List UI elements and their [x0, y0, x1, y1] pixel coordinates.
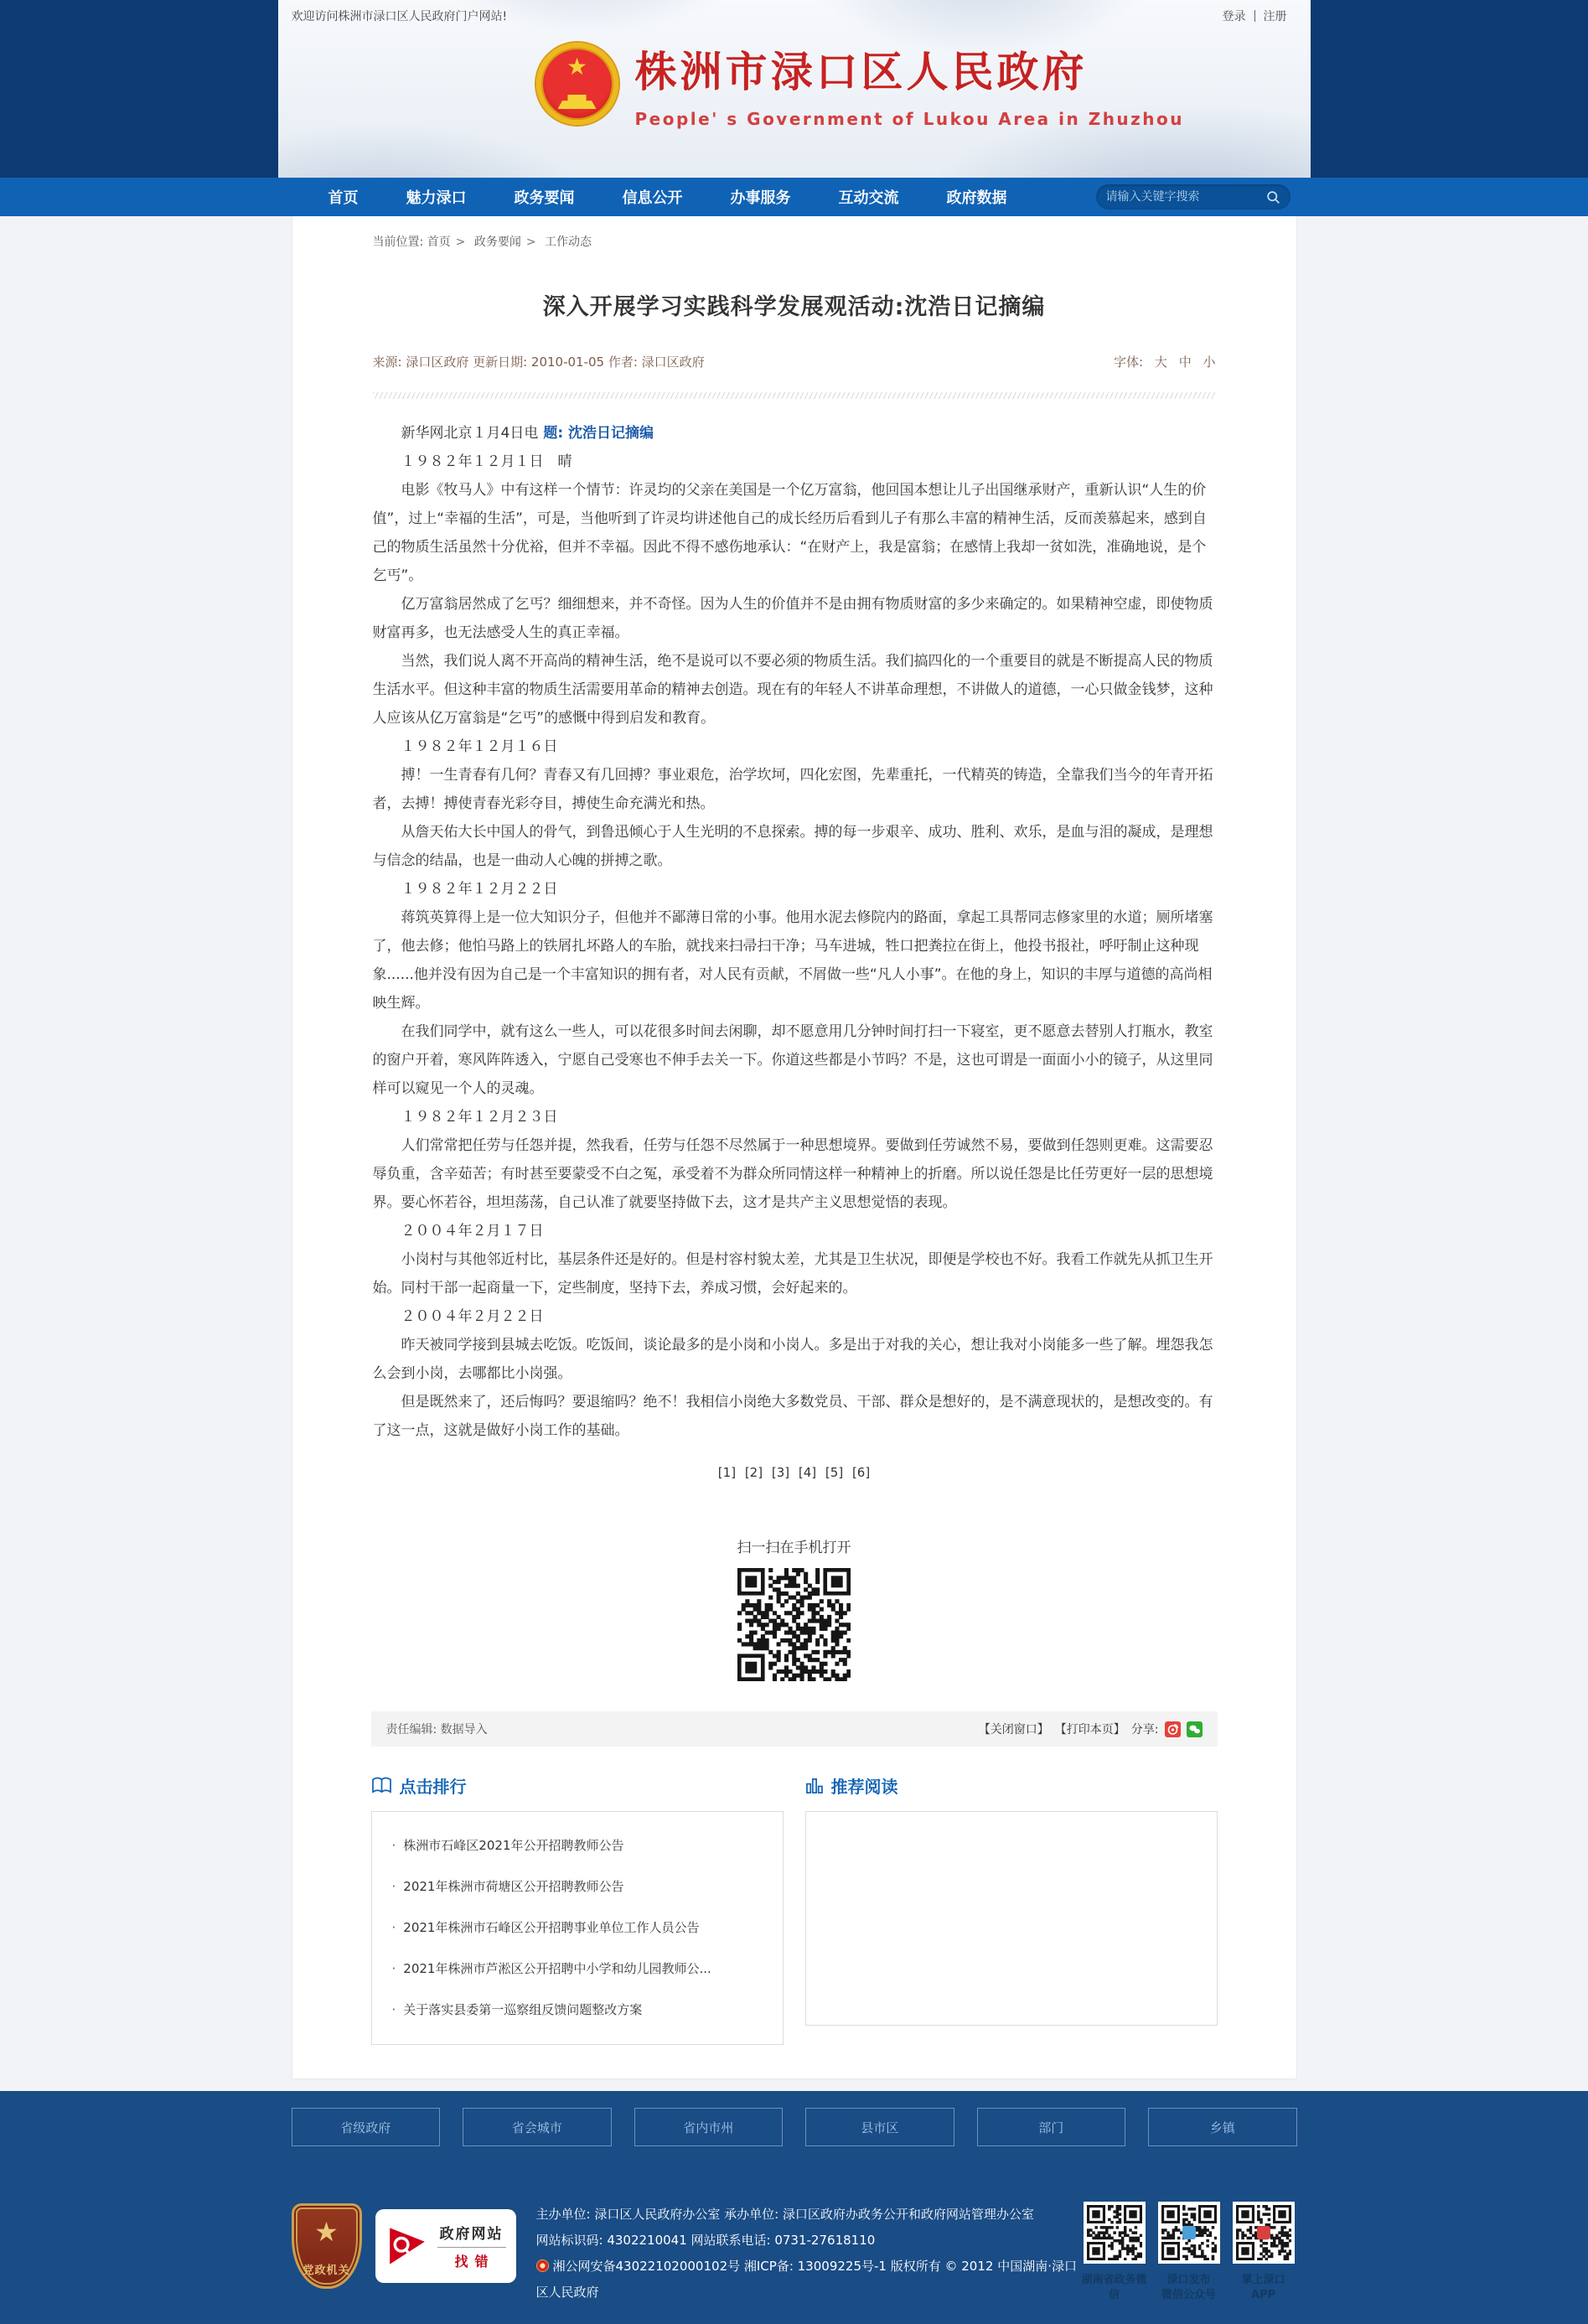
article-paragraph: 但是既然来了，还后悔吗？要退缩吗？绝不！我相信小岗绝大多数党员、干部、群众是想好的，是不满意现状的，是想改变的。有了这一点，这就是做好小岗工作的基础。: [372, 1394, 1213, 1439]
site-title: 株洲市渌口区人民政府: [634, 48, 1088, 96]
breadcrumb-gov-news[interactable]: 政务要闻: [473, 236, 521, 249]
ranking-list: [371, 1811, 784, 2045]
footer-link-province-cities[interactable]: 省内市州: [634, 2108, 784, 2146]
article-lead: 新华网北京１月4日电 题: 沈浩日记摘编: [401, 425, 654, 442]
article-paragraph: 从詹天佑大长中国人的骨气，到鲁迅倾心于人生光明的不息探索。搏的每一步艰辛、成功、胜利、欢乐，是血与泪的凝成，是理想与信念的结晶，也是一曲动人心魄的拼搏之歌。: [372, 824, 1213, 869]
article-paragraph: 蒋筑英算得上是一位大知识分子，但他并不鄙薄日常的小事。他用水泥去修院内的路面，拿起工具帮同志修家里的水道；厕所堵塞了，他去修；他怕马路上的铁屑扎坏路人的车胎，就找来扫帚扫干净；马车进城，牲口把粪拉在街上，他投书报社，呼吁制止这种现象......他并没有因为自己是一个丰富知识的拥有者，对人民有贡献，不屑做一些“凡人小事”。在他的身上，知识的丰厚与道德的高尚相映生辉。: [372, 909, 1213, 1012]
open-book-icon: [371, 1777, 392, 1794]
page-1[interactable]: [1]: [717, 1465, 737, 1480]
article-paragraph: 亿万富翁居然成了乞丐？细细想来，并不奇怪。因为人生的价值并不是由拥有物质财富的多少来确定的。如果精神空虚，即使物质财富再多，也无法感受人生的真正幸福。: [372, 596, 1213, 641]
site-subtitle: People' s Government of Lukou Area in Zhuzhou: [634, 109, 1185, 129]
party-gov-badge[interactable]: ★ 党政机关: [292, 2203, 362, 2289]
qr-hunan-wechat: 湖南省政务微信: [1081, 2202, 1148, 2303]
footer-link-provincial-gov[interactable]: 省级政府: [292, 2108, 441, 2146]
article-paragraph: １９８２年１２月２２日: [401, 881, 558, 898]
page-5[interactable]: [5]: [825, 1465, 844, 1480]
nav-item-home[interactable]: 首页: [328, 189, 359, 207]
editor-bar: [371, 1711, 1218, 1747]
breadcrumb-work-trends[interactable]: 工作动态: [545, 236, 592, 249]
article-qr-code: [737, 1568, 851, 1681]
article-meta-left: 来源: 渌口区政府 更新日期: 2010-01-05 作者: 渌口区政府: [372, 355, 705, 370]
article-paragraph: 搏！一生青春有几何？青春又有几回搏？事业艰危，治学坎坷，四化宏图，先辈重托，一代精英的铸造，全靠我们当今的年青开拓者，去搏！搏使青春光彩夺目，搏使生命充满光和热。: [372, 767, 1213, 812]
register-link[interactable]: 注册: [1263, 10, 1287, 23]
ranking-item[interactable]: · 2021年株洲市石峰区公开招聘事业单位工作人员公告: [392, 1907, 763, 1949]
weibo-share-icon[interactable]: [1165, 1721, 1181, 1737]
ranking-item[interactable]: · 2021年株洲市芦淞区公开招聘中小学和幼儿园教师公...: [392, 1949, 763, 1990]
header: [0, 0, 1588, 178]
police-badge-icon: [536, 2259, 549, 2272]
panel-recommended-reading: [805, 1773, 1218, 2045]
welcome-text: 欢迎访问株洲市渌口区人民政府门户网站!: [291, 10, 508, 23]
ranking-item[interactable]: · 关于落实县委第一巡察组反馈问题整改方案: [392, 1990, 763, 2031]
panel-ranking-title: 点击排行: [399, 1777, 467, 1797]
footer-info-text: [536, 2200, 1081, 2306]
bar-chart-icon: [805, 1777, 824, 1794]
article-lead-link[interactable]: 题: 沈浩日记摘编: [543, 425, 654, 442]
site-brand: [536, 39, 1185, 129]
recommend-box: [805, 1811, 1218, 2026]
qr-lukou-app: 掌上渌口APP: [1230, 2202, 1297, 2303]
editor-credit: 责任编辑: 数据导入: [385, 1723, 488, 1737]
nav-item-government-news[interactable]: 政务要闻: [514, 189, 575, 207]
page-4[interactable]: [4]: [798, 1465, 817, 1480]
hatched-divider: [373, 392, 1216, 399]
breadcrumb-home[interactable]: 首页: [427, 236, 451, 249]
search-icon[interactable]: [1266, 190, 1280, 204]
national-emblem-icon: [536, 43, 618, 125]
nav-item-services[interactable]: 办事服务: [730, 189, 791, 207]
footer-link-capital-cities[interactable]: 省会城市: [463, 2108, 612, 2146]
article-paragraph: 人们常常把任劳与任怨并提，然我看，任劳与任怨不尽然属于一种思想境界。要做到任劳诚然不易，要做到任怨则更难。这需要忍辱负重，含辛茹苦；有时甚至要蒙受不白之冤，承受着不为群众所同情这样一种精神上的折磨。所以说任怨是比任劳更好一层的思想境界。要心怀若谷，坦坦荡荡，自己认准了就要坚持做下去，这才是共产主义思想觉悟的表现。: [372, 1137, 1213, 1211]
footer-icp-line: 湘公网安备43022102000102号 湘ICP备: 13009225号-1 版权所有 © 2012 中国湖南·渌口区人民政府: [535, 2259, 1077, 2300]
main-area: [0, 216, 1588, 2091]
panel-click-ranking: [371, 1773, 784, 2045]
article-body: [292, 399, 1296, 1445]
wechat-share-icon[interactable]: [1187, 1721, 1203, 1737]
close-window-button[interactable]: 【关闭窗口】: [978, 1723, 1049, 1737]
wechat-account-glyph: [1182, 2226, 1196, 2239]
print-page-button[interactable]: 【打印本页】: [1054, 1723, 1125, 1737]
footer-link-row: [292, 2108, 1297, 2146]
footer-siteid-line: 网站标识码: 4302210041 网站联系电话: 0731-27618110: [535, 2233, 876, 2248]
ranking-item[interactable]: · 株洲市石峰区2021年公开招聘教师公告: [392, 1825, 763, 1866]
article-paragraph: 昨天被同学接到县城去吃饭。吃饭间，谈论最多的是小岗和小岗人。多是出于对我的关心，想让我对小岗能多一些了解。埋怨我怎么会到小岗，去哪都比小岗强。: [372, 1337, 1213, 1382]
article-title: 深入开展学习实践科学发展观活动:沈浩日记摘编: [542, 294, 1046, 320]
ranking-item[interactable]: · 2021年株洲市荷塘区公开招聘教师公告: [392, 1866, 763, 1907]
footer-qr-group: [1081, 2200, 1297, 2303]
header-banner: [278, 0, 1311, 178]
page-6[interactable]: [6]: [851, 1465, 871, 1480]
article-paragraph: １９８２年１２月１６日: [401, 738, 558, 755]
font-size-medium[interactable]: 中: [1178, 355, 1192, 370]
breadcrumb: 当前位置: 首页 > 政务要闻 > 工作动态: [372, 236, 592, 249]
article-paragraph: ２００４年２月２２日: [401, 1308, 544, 1325]
find-error-icon: [385, 2224, 429, 2268]
article-paragraph: １９８２年１２月２３日: [401, 1109, 558, 1126]
font-size-large[interactable]: 大: [1154, 355, 1167, 370]
nav-item-info-disclosure[interactable]: 信息公开: [622, 189, 683, 207]
font-size-label: 字体:: [1114, 355, 1144, 370]
article-paragraph: ２００４年２月１７日: [401, 1223, 544, 1240]
topbar: [278, 0, 1311, 24]
login-link[interactable]: 登录: [1222, 10, 1246, 23]
panel-recommend-title: 推荐阅读: [830, 1777, 898, 1797]
qr-tip: 扫一扫在手机打开: [737, 1540, 851, 1556]
footer: [0, 2091, 1588, 2324]
nav-item-charm-lukou[interactable]: 魅力渌口: [406, 189, 467, 207]
footer-link-departments[interactable]: 部门: [977, 2108, 1126, 2146]
badge-star-icon: ★: [314, 2216, 339, 2248]
search-box[interactable]: [1096, 184, 1291, 210]
footer-link-counties[interactable]: 县市区: [805, 2108, 954, 2146]
nav-item-interaction[interactable]: 互动交流: [838, 189, 899, 207]
footer-organizer-line: 主办单位: 渌口区人民政府办公室 承办单位: 渌口区政府办政务公开和政府网站管理办公室: [535, 2207, 1034, 2222]
page-2[interactable]: [2]: [744, 1465, 763, 1480]
article-paragraph: 小岗村与其他邻近村比，基层条件还是好的。但是村容村貌太差，尤其是卫生状况，即便是学校也不好。我看工作就先从抓卫生开始。同村干部一起商量一下，定些制度，坚持下去，养成习惯，会好起来的。: [372, 1251, 1213, 1297]
auth-divider: [1254, 10, 1255, 22]
article-paragraph: １９８２年１２月１日 晴: [401, 453, 572, 470]
article-paragraph: 电影《牧马人》中有这样一个情节：许灵均的父亲在美国是一个亿万富翁，他回国本想让儿子出国继承财产，重新认识“人生的价值”，过上“幸福的生活”，可是，当他听到了许灵均讲述他自己的成长经历后看到儿子有那么丰富的精神生活，反而羡慕起来，感到自己的物质生活虽然十分优裕，但并不幸福。因此不得不感伤地承认：“在财产上，我是富翁；在感情上我却一贫如洗，准确地说，是个乞丐”。: [372, 482, 1207, 584]
page-3[interactable]: [3]: [771, 1465, 790, 1480]
website-error-report-badge[interactable]: 政府网站 找错: [375, 2209, 516, 2283]
main-navbar: [0, 178, 1588, 216]
article-meta: [373, 353, 1216, 370]
search-input[interactable]: [1106, 190, 1266, 204]
content-card: [292, 216, 1297, 2079]
article-paragraph: 在我们同学中，就有这么一些人，可以花很多时间去闲聊，却不愿意用几分钟时间打扫一下寝室，更不愿意去替别人打瓶水，教室的窗户开着，寒风阵阵透入，宁愿自己受寒也不伸手去关一下。你道这些都是小节吗？不是，这也可谓是一面面小小的镜子，从这里同样可以窥见一个人的灵魂。: [372, 1023, 1213, 1097]
share-label: 分享:: [1130, 1723, 1159, 1737]
pagination: [292, 1465, 1296, 1480]
qr-lukou-release: 渌口发布 微信公众号: [1156, 2202, 1223, 2303]
footer-link-townships[interactable]: 乡镇: [1148, 2108, 1297, 2146]
breadcrumb-label: 当前位置:: [372, 236, 424, 249]
nav-item-gov-data[interactable]: 政府数据: [946, 189, 1007, 207]
font-size-small[interactable]: 小: [1203, 355, 1216, 370]
article-paragraph: 当然，我们说人离不开高尚的精神生活，绝不是说可以不要必须的物质生活。我们搞四化的一个重要目的就是不断提高人民的物质生活水平。但这种丰富的物质生活需要用革命的精神去创造。现在有的年轻人不讲革命理想，不讲做人的道德，一心只做金钱梦，这种人应该从亿万富翁是“乞丐”的感慨中得到启发和教育。: [372, 653, 1213, 727]
app-glyph: [1257, 2226, 1270, 2239]
